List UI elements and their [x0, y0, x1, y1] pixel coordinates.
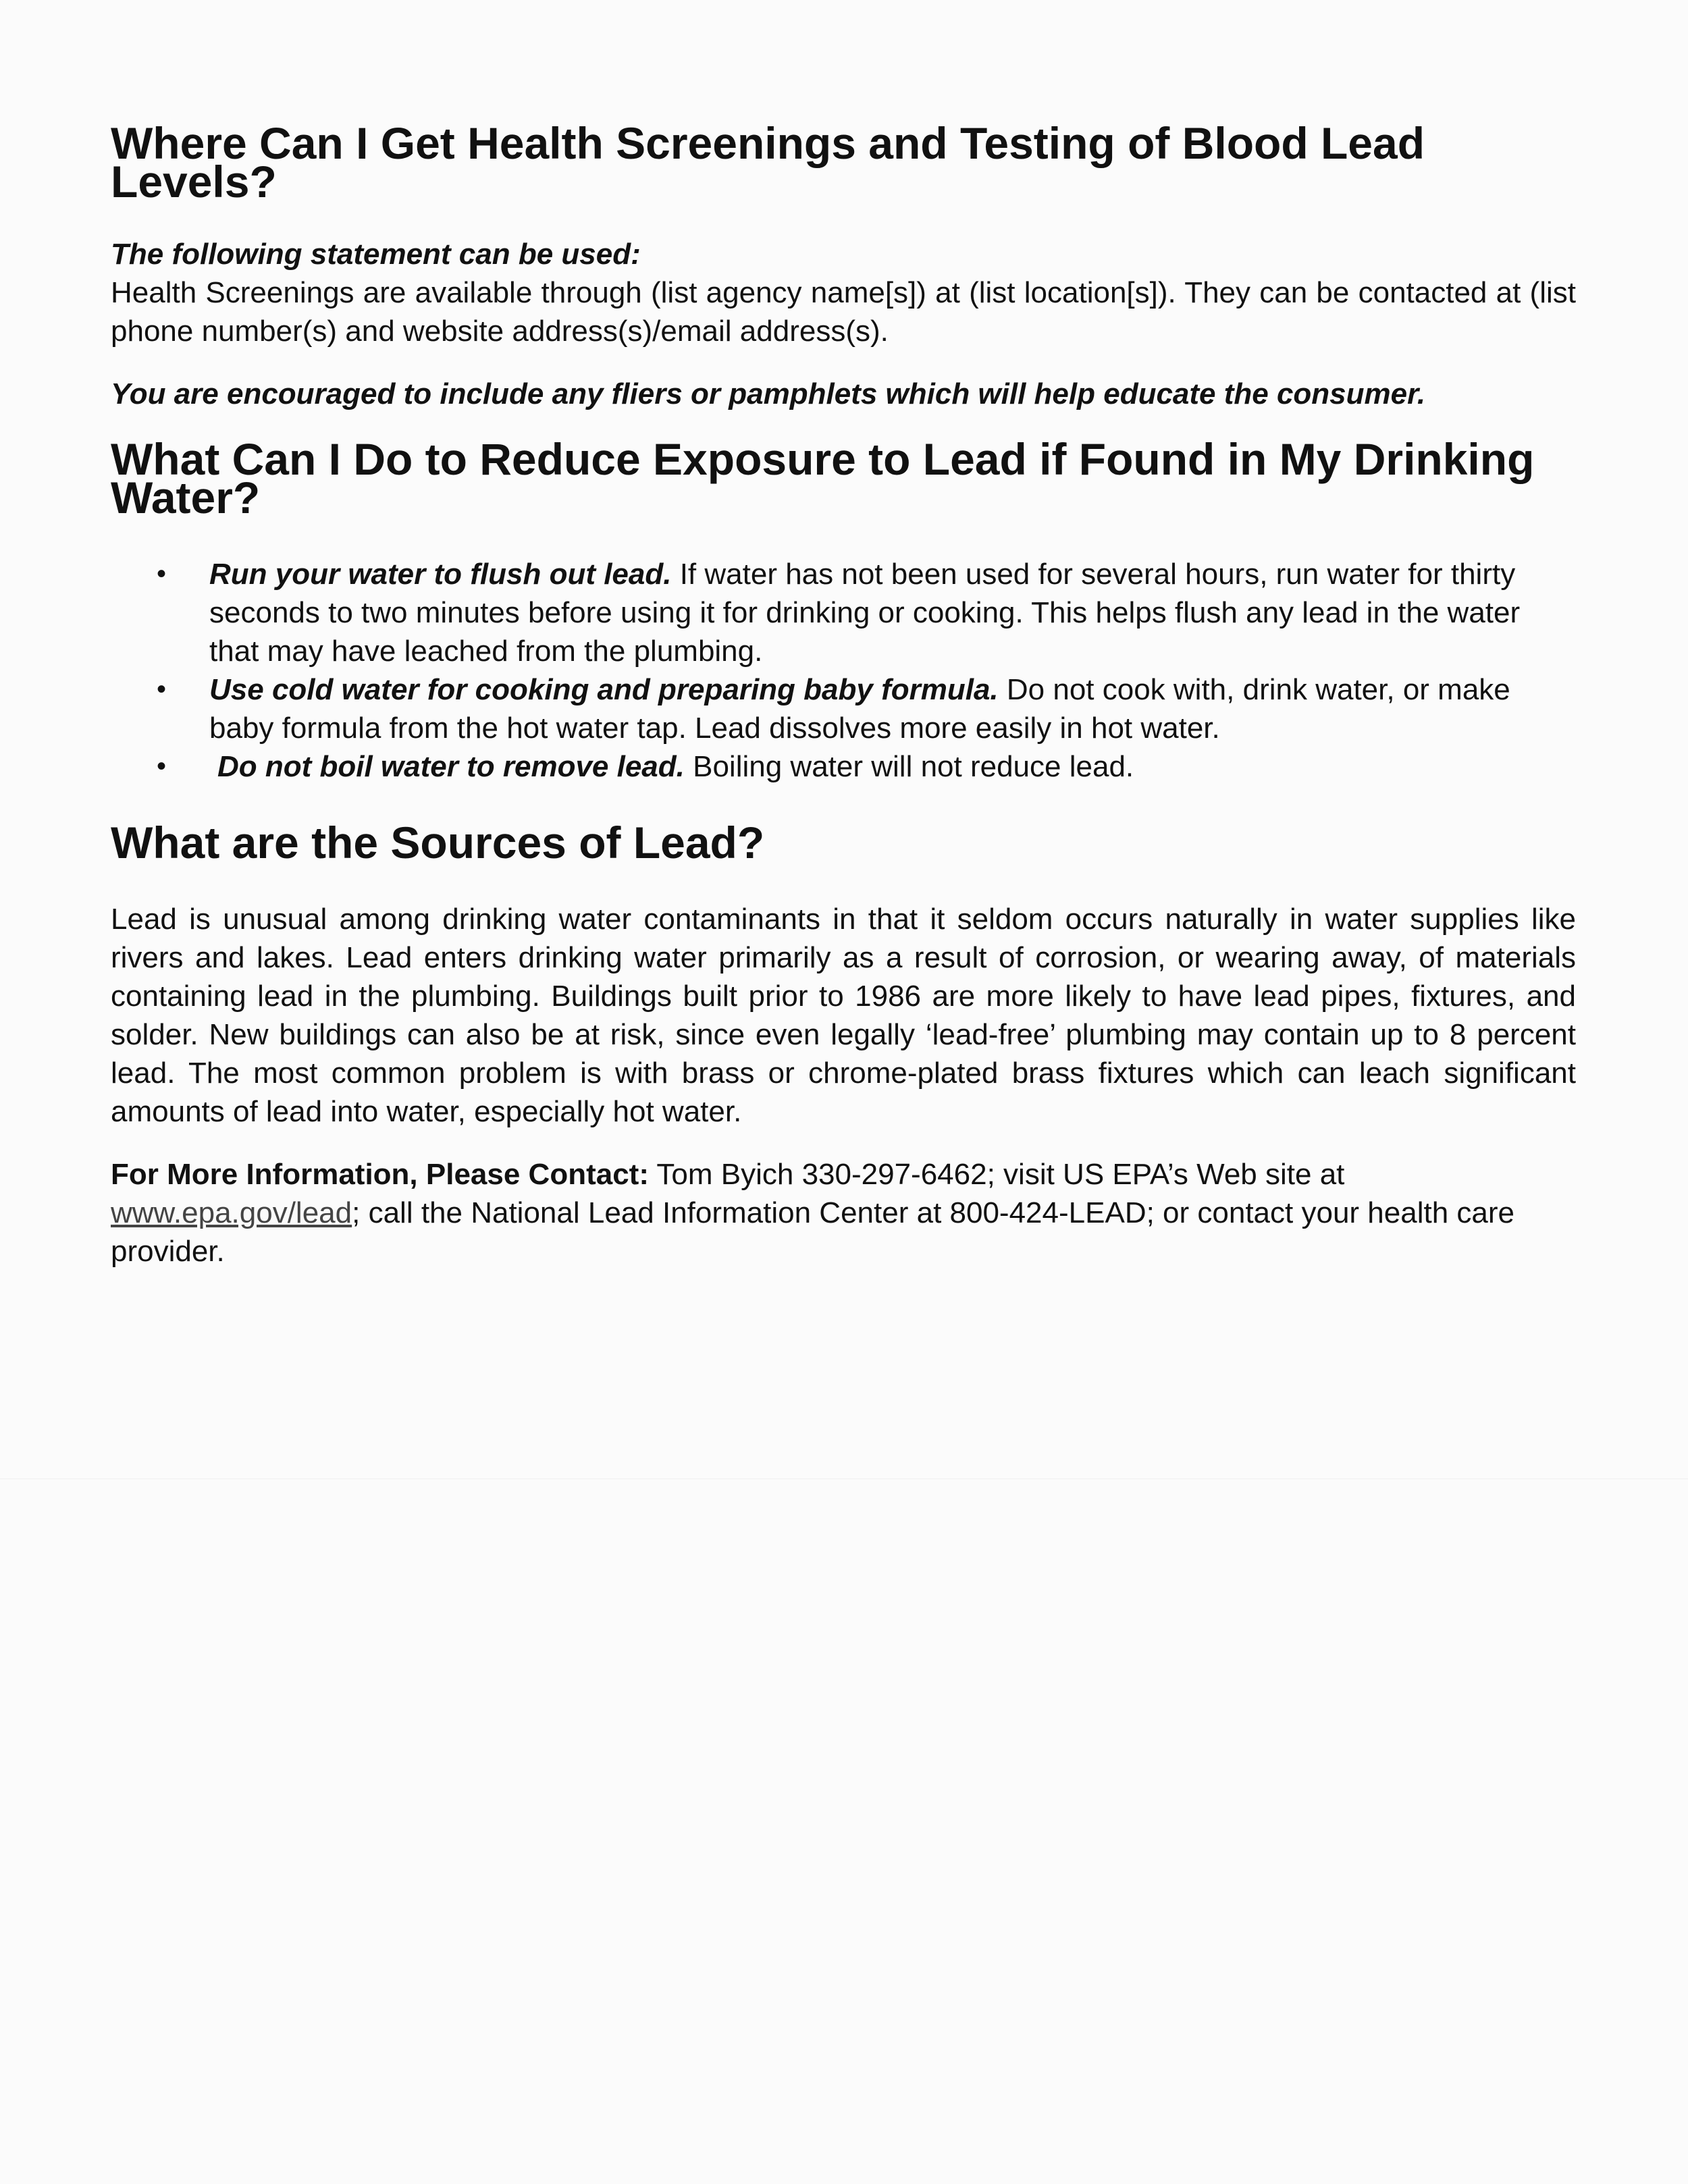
encourage-note: You are encouraged to include any fliers or pamphlets which will help educate the consumer.	[111, 377, 1426, 410]
epa-lead-link[interactable]: www.epa.gov/lead	[111, 1196, 352, 1229]
list-item	[111, 670, 1576, 747]
bullet-icon: •	[157, 559, 167, 589]
document-body	[111, 118, 1576, 1271]
contact-text-before: Tom Byich 330-297-6462; visit US EPA’s Web site at	[648, 1158, 1345, 1191]
contact-label: For More Information, Please Contact:	[111, 1158, 649, 1191]
bullet-icon: •	[157, 674, 167, 704]
health-screenings-paragraph: Health Screenings are available through (list agency name[s]) at (list location[s]). They can be contacted at (list phone number(s) and website address(s)/email address(s).	[111, 276, 1576, 348]
tip-lead: Run your water to flush out lead.	[209, 558, 672, 591]
tip-lead: Use cold water for cooking and preparing baby formula.	[209, 673, 999, 706]
reduce-exposure-heading: What Can I Do to Reduce Exposure to Lead if Found in My Drinking Water?	[111, 434, 1535, 523]
list-item	[111, 555, 1576, 670]
contact-paragraph	[111, 1155, 1576, 1271]
sources-paragraph: Lead is unusual among drinking water contaminants in that it seldom occurs naturally in water supplies like rivers and lakes. Lead enters drinking water primarily as a result of corrosion, or wearing away, of materials containing lead in the plumbing. Buildings built prior to 1986 are more likely to have lead pipes, fixtures, and solder. New buildings can also be at risk, since even legally ‘lead-free’ plumbing may contain up to 8 percent lead. The most common problem is with brass or chrome-plated brass fixtures which can leach significant amounts of lead into water, especially hot water.	[111, 903, 1576, 1128]
statement-label: The following statement can be used:	[111, 238, 641, 271]
sources-heading: What are the Sources of Lead?	[111, 818, 765, 868]
bullet-icon: •	[157, 751, 167, 781]
tip-text: Boiling water will not reduce lead.	[684, 750, 1134, 783]
tip-lead: Do not boil water to remove lead.	[217, 750, 685, 783]
tip-text: Do not cook with, drink water, or make baby formula from the hot water tap. Lead dissolves more easily in hot water.	[209, 673, 1510, 745]
list-item	[111, 747, 1576, 786]
contact-text-after: ; call the National Lead Information Center at 800-424-LEAD; or contact your health care provider.	[111, 1196, 1514, 1268]
tips-list	[111, 555, 1576, 786]
tip-text: If water has not been used for several hours, run water for thirty seconds to two minutes before using it for drinking or cooking. This helps flush any lead in the water that may have leached from the plumbing.	[209, 558, 1521, 668]
health-screenings-heading: Where Can I Get Health Screenings and Testing of Blood Lead Levels?	[111, 118, 1425, 207]
